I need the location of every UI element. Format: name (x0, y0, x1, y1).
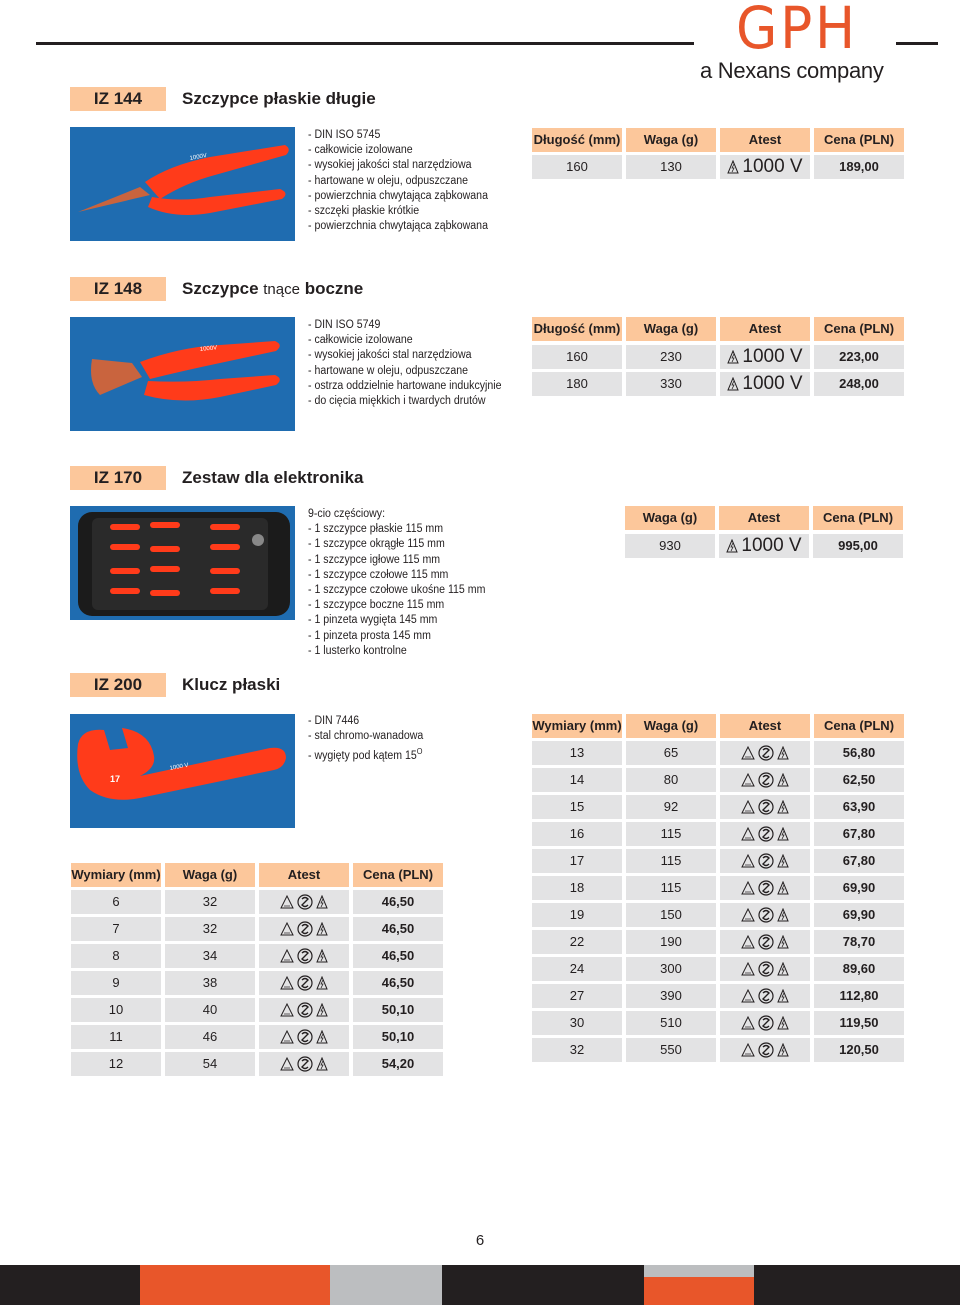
cell-weight: 190 (626, 930, 716, 954)
cell-atest (720, 1038, 810, 1062)
voltage-triangle-icon (727, 350, 739, 364)
product-code: IZ 170 (70, 466, 166, 490)
voltage-triangle-icon (777, 746, 789, 760)
voltage-triangle-icon (316, 1003, 328, 1017)
cell-length: 180 (532, 372, 622, 396)
vde-triangle-icon (741, 989, 755, 1003)
tool-set-image (70, 506, 295, 620)
header-price: Cena (PLN) (813, 506, 903, 530)
voltage-rating: 1000 V (741, 535, 802, 556)
cell-weight: 130 (626, 155, 716, 179)
gs-seal-icon (758, 826, 774, 842)
cell-weight: 230 (626, 345, 716, 369)
cell-weight: 92 (626, 795, 716, 819)
cell-price: 112,80 (814, 984, 904, 1008)
vde-triangle-icon (280, 1057, 294, 1071)
cell-price: 223,00 (814, 345, 904, 369)
cell-dimension: 27 (532, 984, 622, 1008)
vde-triangle-icon (741, 962, 755, 976)
cell-atest (720, 822, 810, 846)
cell-dimension: 16 (532, 822, 622, 846)
header-weight: Waga (g) (625, 506, 715, 530)
cell-atest (719, 534, 809, 558)
product-description: - DIN ISO 5745 - całkowicie izolowane - wysokiej jakości stal narzędziowa - hartowane w oleju, odpuszczane - powierzchnia chwytająca ząbkowana - szczęki płaskie krótkie - powierzchnia chwytająca ząbkowana (308, 129, 488, 233)
product-description (308, 714, 510, 764)
product-code: IZ 144 (70, 87, 166, 111)
vde-triangle-icon (741, 935, 755, 949)
cell-price: 63,90 (814, 795, 904, 819)
header-price: Cena (PLN) (814, 317, 904, 341)
product-code: IZ 200 (70, 673, 166, 697)
cell-weight: 34 (165, 944, 255, 968)
cell-weight: 115 (626, 849, 716, 873)
open-spanner-image (70, 714, 295, 828)
header-weight: Waga (g) (165, 863, 255, 887)
header-weight: Waga (g) (626, 317, 716, 341)
cell-weight: 115 (626, 876, 716, 900)
cell-atest (720, 741, 810, 765)
cell-weight: 550 (626, 1038, 716, 1062)
header-price: Cena (PLN) (814, 128, 904, 152)
cell-weight: 150 (626, 903, 716, 927)
header-atest: Atest (719, 506, 809, 530)
cell-weight: 115 (626, 822, 716, 846)
cell-dimension: 32 (532, 1038, 622, 1062)
title-part: boczne (299, 279, 364, 298)
cell-atest (720, 957, 810, 981)
svg-text:1000 V: 1000 V (169, 762, 190, 772)
gs-seal-icon (758, 880, 774, 896)
cell-dimension: 8 (71, 944, 161, 968)
gs-seal-icon (297, 948, 313, 964)
cell-length: 160 (532, 345, 622, 369)
cell-atest (720, 345, 810, 369)
side-cutter-image (70, 317, 295, 431)
cell-price: 50,10 (353, 998, 443, 1022)
cell-price: 78,70 (814, 930, 904, 954)
voltage-rating: 1000 V (742, 156, 803, 177)
title-part: Szczypce (182, 279, 264, 298)
vde-triangle-icon (741, 881, 755, 895)
svg-text:17: 17 (110, 774, 121, 784)
vde-triangle-icon (741, 854, 755, 868)
product-title (182, 277, 363, 302)
cell-price: 46,50 (353, 944, 443, 968)
cell-dimension: 18 (532, 876, 622, 900)
gs-seal-icon (758, 934, 774, 950)
voltage-triangle-icon (316, 895, 328, 909)
vde-triangle-icon (741, 1016, 755, 1030)
cell-dimension: 10 (71, 998, 161, 1022)
voltage-triangle-icon (777, 854, 789, 868)
gs-seal-icon (297, 894, 313, 910)
header-weight: Waga (g) (626, 128, 716, 152)
cell-dimension: 9 (71, 971, 161, 995)
pliers-flat-image (70, 127, 295, 241)
cell-weight: 390 (626, 984, 716, 1008)
voltage-triangle-icon (777, 881, 789, 895)
gs-seal-icon (758, 745, 774, 761)
cell-weight: 40 (165, 998, 255, 1022)
voltage-rating: 1000 V (742, 346, 803, 367)
cell-weight: 32 (165, 917, 255, 941)
cell-dimension: 6 (71, 890, 161, 914)
product-title: Szczypce płaskie długie (182, 89, 376, 108)
header-atest: Atest (720, 128, 810, 152)
cell-weight: 54 (165, 1052, 255, 1076)
cell-dimension: 30 (532, 1011, 622, 1035)
cell-dimension: 12 (71, 1052, 161, 1076)
gs-seal-icon (758, 1015, 774, 1031)
logo-gph: GPH (736, 0, 858, 62)
gs-seal-icon (297, 975, 313, 991)
cell-atest (720, 768, 810, 792)
cell-weight: 32 (165, 890, 255, 914)
voltage-triangle-icon (777, 1043, 789, 1057)
svg-text:1000V: 1000V (199, 345, 218, 353)
cell-dimension: 15 (532, 795, 622, 819)
vde-triangle-icon (741, 908, 755, 922)
cell-price: 120,50 (814, 1038, 904, 1062)
vde-triangle-icon (280, 1030, 294, 1044)
voltage-triangle-icon (777, 935, 789, 949)
gs-seal-icon (758, 1042, 774, 1058)
cell-atest (259, 944, 349, 968)
cell-dimension: 24 (532, 957, 622, 981)
gs-seal-icon (297, 921, 313, 937)
cell-dimension: 14 (532, 768, 622, 792)
voltage-triangle-icon (777, 827, 789, 841)
header-price: Cena (PLN) (353, 863, 443, 887)
svg-text:1000V: 1000V (189, 153, 208, 162)
cell-price: 46,50 (353, 890, 443, 914)
product-description: 9-cio częściowy: - 1 szczypce płaskie 115 mm - 1 szczypce okrągłe 115 mm - 1 szczypce igłowe 115 mm - 1 szczypce czołowe 115 mm - 1 szczypce czołowe ukośne 115 mm - 1 szczypce boczne 115 mm - 1 pinzeta wygięta 145 mm - 1 pinzeta prosta 145 mm - 1 lusterko kontrolne (308, 508, 486, 657)
cell-atest (259, 998, 349, 1022)
cell-price: 54,20 (353, 1052, 443, 1076)
vde-triangle-icon (741, 773, 755, 787)
cell-price: 89,60 (814, 957, 904, 981)
voltage-triangle-icon (727, 377, 739, 391)
top-rule-right (896, 42, 938, 45)
header-price: Cena (PLN) (814, 714, 904, 738)
cell-atest (720, 1011, 810, 1035)
cell-atest (259, 1025, 349, 1049)
cell-dimension: 22 (532, 930, 622, 954)
cell-price: 69,90 (814, 903, 904, 927)
header-atest: Atest (720, 714, 810, 738)
gs-seal-icon (297, 1056, 313, 1072)
top-rule (36, 42, 694, 45)
product-title: Zestaw dla elektronika (182, 468, 364, 487)
degree-sup: O (416, 747, 423, 757)
voltage-rating: 1000 V (742, 373, 803, 394)
cell-atest (720, 155, 810, 179)
cell-price: 189,00 (814, 155, 904, 179)
vde-triangle-icon (741, 1043, 755, 1057)
cell-dimension: 17 (532, 849, 622, 873)
cell-price: 46,50 (353, 971, 443, 995)
cell-atest (259, 917, 349, 941)
cell-atest (720, 876, 810, 900)
header-atest: Atest (259, 863, 349, 887)
voltage-triangle-icon (777, 989, 789, 1003)
vde-triangle-icon (280, 949, 294, 963)
gs-seal-icon (758, 853, 774, 869)
voltage-triangle-icon (316, 1057, 328, 1071)
cell-weight: 46 (165, 1025, 255, 1049)
cell-weight: 510 (626, 1011, 716, 1035)
cell-price: 995,00 (813, 534, 903, 558)
vde-triangle-icon (280, 976, 294, 990)
product-code: IZ 148 (70, 277, 166, 301)
vde-triangle-icon (741, 800, 755, 814)
cell-price: 69,90 (814, 876, 904, 900)
page-number: 6 (475, 1232, 485, 1249)
vde-triangle-icon (280, 922, 294, 936)
gph-logo (700, 2, 890, 86)
cell-dimension: 19 (532, 903, 622, 927)
cell-price: 56,80 (814, 741, 904, 765)
voltage-triangle-icon (777, 773, 789, 787)
cell-weight: 930 (625, 534, 715, 558)
cell-atest (720, 849, 810, 873)
voltage-triangle-icon (777, 962, 789, 976)
footer-color-bar (0, 1265, 960, 1305)
product-description: - DIN ISO 5749 - całkowicie izolowane - wysokiej jakości stal narzędziowa - hartowane w oleju, odpuszczane - ostrza oddzielnie hartowane indukcyjnie - do cięcia miękkich i twardych drutów (308, 319, 502, 408)
voltage-triangle-icon (316, 1030, 328, 1044)
gs-seal-icon (758, 772, 774, 788)
gs-seal-icon (758, 988, 774, 1004)
gs-seal-icon (758, 961, 774, 977)
voltage-triangle-icon (777, 908, 789, 922)
description-text: - DIN 7446 - stal chromo-wanadowa - wygięty pod kątem 15 (308, 715, 424, 763)
cell-price: 67,80 (814, 849, 904, 873)
cell-atest (720, 903, 810, 927)
cell-atest (720, 984, 810, 1008)
gs-seal-icon (297, 1029, 313, 1045)
voltage-triangle-icon (316, 976, 328, 990)
cell-weight: 38 (165, 971, 255, 995)
vde-triangle-icon (280, 1003, 294, 1017)
voltage-triangle-icon (726, 539, 738, 553)
vde-triangle-icon (280, 895, 294, 909)
cell-atest (259, 890, 349, 914)
voltage-triangle-icon (316, 922, 328, 936)
vde-triangle-icon (741, 746, 755, 760)
gs-seal-icon (758, 907, 774, 923)
cell-price: 248,00 (814, 372, 904, 396)
cell-price: 62,50 (814, 768, 904, 792)
title-part-narrow: tnące (263, 281, 300, 298)
cell-dimension: 11 (71, 1025, 161, 1049)
cell-price: 46,50 (353, 917, 443, 941)
header-length: Długość (mm) (532, 317, 622, 341)
header-dimension: Wymiary (mm) (532, 714, 622, 738)
cell-price: 119,50 (814, 1011, 904, 1035)
cell-atest (720, 372, 810, 396)
voltage-triangle-icon (777, 1016, 789, 1030)
voltage-triangle-icon (316, 949, 328, 963)
cell-weight: 80 (626, 768, 716, 792)
voltage-triangle-icon (727, 160, 739, 174)
cell-atest (259, 1052, 349, 1076)
cell-dimension: 7 (71, 917, 161, 941)
header-atest: Atest (720, 317, 810, 341)
header-weight: Waga (g) (626, 714, 716, 738)
cell-dimension: 13 (532, 741, 622, 765)
voltage-triangle-icon (777, 800, 789, 814)
cell-weight: 300 (626, 957, 716, 981)
cell-weight: 65 (626, 741, 716, 765)
product-title: Klucz płaski (182, 675, 281, 694)
gs-seal-icon (758, 799, 774, 815)
header-length: Długość (mm) (532, 128, 622, 152)
cell-atest (720, 930, 810, 954)
header-dimension: Wymiary (mm) (71, 863, 161, 887)
logo-tagline: a Nexans company (700, 58, 884, 83)
gs-seal-icon (297, 1002, 313, 1018)
vde-triangle-icon (741, 827, 755, 841)
cell-length: 160 (532, 155, 622, 179)
cell-atest (259, 971, 349, 995)
cell-price: 50,10 (353, 1025, 443, 1049)
cell-atest (720, 795, 810, 819)
cell-weight: 330 (626, 372, 716, 396)
cell-price: 67,80 (814, 822, 904, 846)
